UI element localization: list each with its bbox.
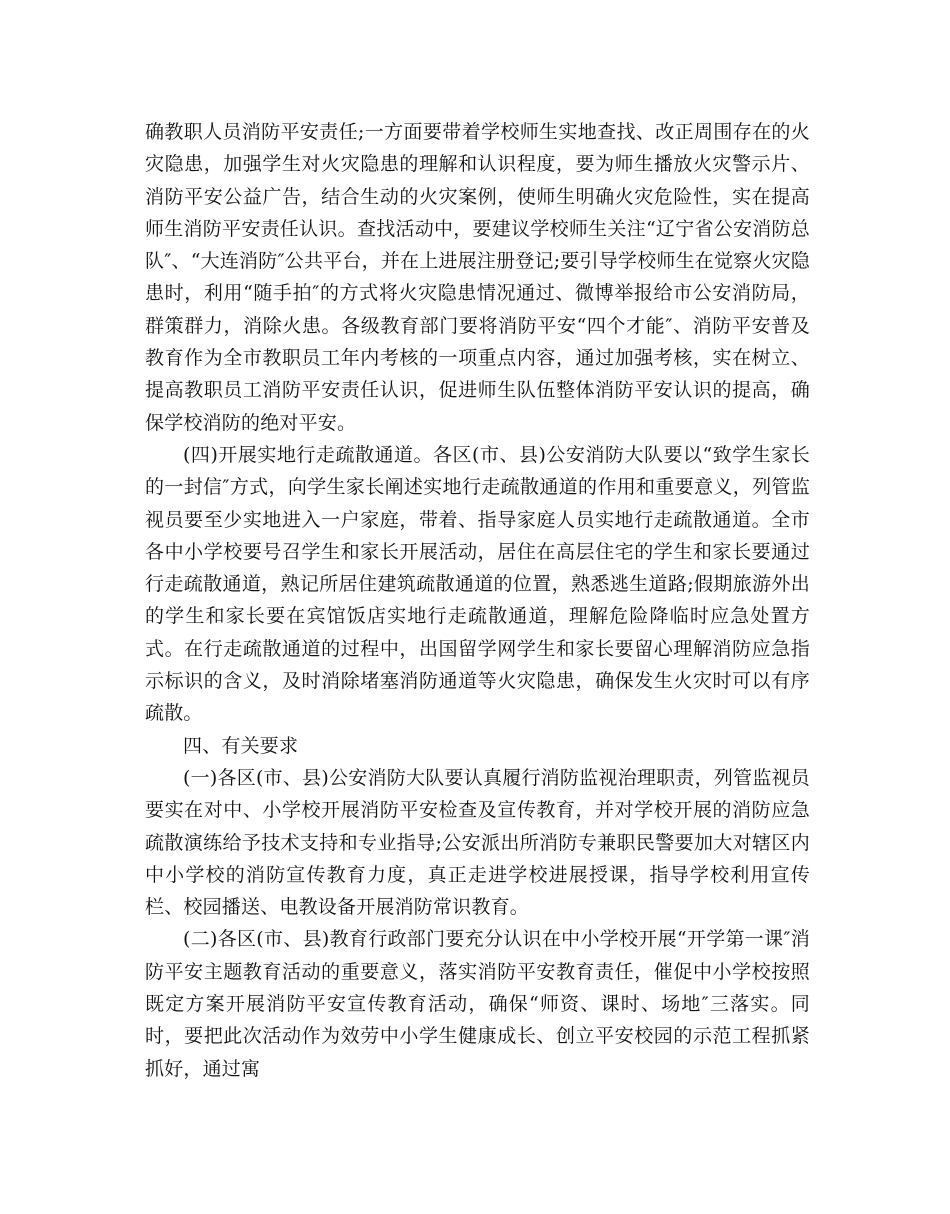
paragraph-1: 确教职人员消防平安责任;一方面要带着学校师生实地查找、改正周围存在的火灾隐患，加强学生对火灾隐患的理解和认识程度，要为师生播放火灾警示片、消防平安公益广告，结合生动的火灾案例，使师生明确火灾危险性，实在提高师生消防平安责任认识。查找活动中，要建议学校师生关注“辽宁省公安消防总队″、“大连消防″公共平台，并在上进展注册登记;要引导学校师生在觉察火灾隐患时，利用“随手拍″的方式将火灾隐患情况通过、微博举报给市公安消防局，群策群力，消除火患。各级教育部门要将消防平安“四个才能″、消防平安普及教育作为全市教职员工年内考核的一项重点内容，通过加强考核，实在树立、提高教职员工消防平安责任认识，促进师生队伍整体消防平安认识的提高，确保学校消防的绝对平安。: [145, 121, 810, 434]
paragraph-4: (二)各区(市、县)教育行政部门要充分认识在中小学校开展“开学第一课″消防平安主题教育活动的重要意义，落实消防平安教育责任，催促中小学校按照既定方案开展消防平安宣传教育活动，确保“师资、课时、场地″三落实。同时，要把此次活动作为效劳中小学生健康成长、创立平安校园的示范工程抓紧抓好，通过寓: [145, 928, 810, 1080]
paragraph-2: (四)开展实地行走疏散通道。各区(市、县)公安消防大队要以“致学生家长的一封信″方式，向学生家长阐述实地行走疏散通道的作用和重要意义，列管监视员要至少实地进入一户家庭，带着、指导家庭人员实地行走疏散通道。全市各中小学校要号召学生和家长开展活动，居住在高层住宅的学生和家长要通过行走疏散通道，熟记所居住建筑疏散通道的位置，熟悉逃生道路;假期旅游外出的学生和家长要在宾馆饭店实地行走疏散通道，理解危险降临时应急处置方式。在行走疏散通道的过程中，出国留学网学生和家长要留心理解消防应急指示标识的含义，及时消除堵塞消防通道等火灾隐患，确保发生火灾时可以有序疏散。: [145, 443, 810, 725]
section-heading: 四、有关要求: [183, 734, 299, 757]
document-body: [145, 116, 810, 1085]
paragraph-3: (一)各区(市、县)公安消防大队要认真履行消防监视治理职责，列管监视员要实在对中、小学校开展消防平安检查及宣传教育，并对学校开展的消防应急疏散演练给予技术支持和专业指导;公安派出所消防专兼职民警要加大对辖区内中小学校的消防宣传教育力度，真正走进学校进展授课，指导学校利用宣传栏、校园播送、电教设备开展消防常识教育。: [145, 766, 810, 919]
